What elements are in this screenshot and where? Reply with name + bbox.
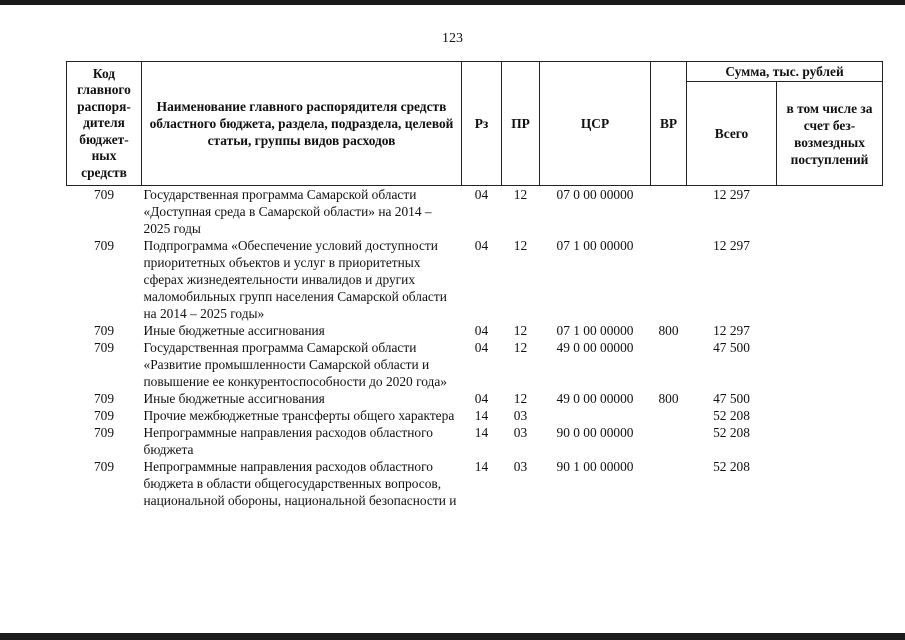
cell-csr: 49 0 00 00000: [556, 391, 634, 406]
header-vr: ВР: [651, 62, 687, 186]
cell-vr: 800: [658, 391, 679, 406]
header-csr: ЦСР: [540, 62, 651, 186]
table-header: [67, 62, 883, 186]
cell-pr: 12: [513, 187, 528, 202]
cell-pr: 12: [513, 238, 528, 253]
cell-pr: 03: [513, 425, 528, 440]
cell-gratuitous: [777, 458, 883, 509]
table-body: [67, 186, 883, 510]
cell-vr: [651, 424, 687, 458]
cell-name: Прочие межбюджетные трансферты общего характера: [143, 408, 455, 423]
cell-code: 709: [93, 187, 115, 202]
cell-rz: 04: [474, 391, 489, 406]
cell-total: 12 297: [713, 187, 750, 202]
cell-gratuitous: [777, 424, 883, 458]
table-row: [67, 186, 883, 238]
table-row: [67, 390, 883, 407]
header-name: Наименование главного распорядителя средств областного бюджета, раздела, подраздела, целевой статьи, группы видов расходов: [142, 62, 462, 186]
top-border: [0, 0, 905, 5]
cell-gratuitous: [777, 390, 883, 407]
header-sum-group: Сумма, тыс. рублей: [687, 62, 883, 82]
cell-code: 709: [93, 340, 115, 355]
cell-rz: 04: [474, 340, 489, 355]
table-row: [67, 458, 883, 509]
cell-code: 709: [93, 425, 115, 440]
table-row: [67, 339, 883, 390]
budget-table: [66, 61, 883, 509]
cell-csr: 90 1 00 00000: [556, 459, 634, 474]
cell-total: 47 500: [713, 340, 750, 355]
cell-code: 709: [93, 391, 115, 406]
cell-csr: [540, 407, 651, 424]
cell-rz: 04: [474, 323, 489, 338]
cell-pr: 03: [513, 408, 528, 423]
cell-vr: [651, 407, 687, 424]
cell-code: 709: [93, 238, 115, 253]
cell-pr: 12: [513, 340, 528, 355]
cell-vr: [651, 186, 687, 238]
cell-rz: 04: [474, 238, 489, 253]
header-total: Всего: [687, 82, 777, 186]
table-row: [67, 424, 883, 458]
cell-rz: 14: [474, 408, 489, 423]
cell-code: 709: [93, 408, 115, 423]
cell-gratuitous: [777, 186, 883, 238]
table-row: [67, 407, 883, 424]
cell-vr: [651, 339, 687, 390]
table-row: [67, 237, 883, 322]
cell-name: Непрограммные направления расходов областного бюджета: [143, 425, 433, 457]
cell-vr: [651, 458, 687, 509]
cell-name: Иные бюджетные ассигнования: [143, 391, 325, 406]
cell-total: 47 500: [713, 391, 750, 406]
cell-csr: 07 1 00 00000: [556, 323, 634, 338]
cell-vr: 800: [658, 323, 679, 338]
cell-code: 709: [93, 459, 115, 474]
cell-gratuitous: [777, 339, 883, 390]
header-code: Код главного распоря-дителя бюджет-ных средств: [67, 62, 142, 186]
cell-total: 52 208: [713, 425, 750, 440]
cell-rz: 04: [474, 187, 489, 202]
cell-csr: 90 0 00 00000: [556, 425, 634, 440]
cell-gratuitous: [777, 237, 883, 322]
cell-name: Непрограммные направления расходов областного бюджета в области общегосударственных вопросов, национальной обороны, национальной безопасности и: [143, 459, 457, 508]
cell-csr: 07 1 00 00000: [556, 238, 634, 253]
header-gratuitous: в том числе за счет без-возмездных поступлений: [777, 82, 883, 186]
bottom-border: [0, 633, 905, 640]
cell-vr: [651, 237, 687, 322]
table-row: [67, 322, 883, 339]
cell-total: 52 208: [713, 459, 750, 474]
cell-gratuitous: [777, 407, 883, 424]
cell-pr: 03: [513, 459, 528, 474]
cell-code: 709: [93, 323, 115, 338]
cell-rz: 14: [474, 425, 489, 440]
cell-pr: 12: [513, 323, 528, 338]
cell-rz: 14: [474, 459, 489, 474]
cell-csr: 07 0 00 00000: [556, 187, 634, 202]
cell-csr: 49 0 00 00000: [556, 340, 634, 355]
cell-name: Иные бюджетные ассигнования: [143, 323, 325, 338]
cell-gratuitous: [777, 322, 883, 339]
cell-total: 12 297: [713, 323, 750, 338]
page-number: 123: [442, 31, 463, 46]
cell-total: 52 208: [713, 408, 750, 423]
cell-total: 12 297: [713, 238, 750, 253]
cell-pr: 12: [513, 391, 528, 406]
cell-name: Государственная программа Самарской области «Доступная среда в Самарской области» на 2014 – 2025 годы: [143, 187, 432, 236]
cell-name: Государственная программа Самарской области «Развитие промышленности Самарской области и повышение ее конкурентоспособности до 2020 года»: [143, 340, 447, 389]
cell-name: Подпрограмма «Обеспечение условий доступности приоритетных объектов и услуг в приоритетных сферах жизнедеятельности инвалидов и других маломобильных групп населения Самарской области на 2014 – 2025 годы»: [143, 238, 447, 321]
header-rz: Рз: [462, 62, 502, 186]
header-pr: ПР: [502, 62, 540, 186]
